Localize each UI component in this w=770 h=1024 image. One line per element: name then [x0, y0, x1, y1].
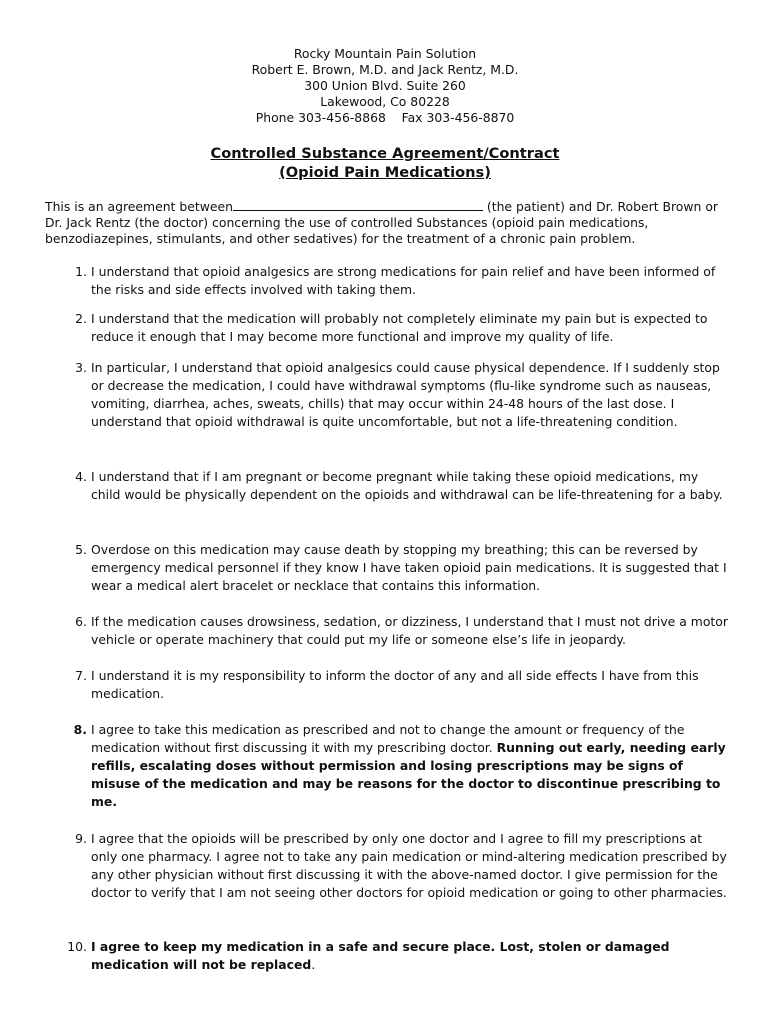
doctor-names: Robert E. Brown, M.D. and Jack Rentz, M.D.	[251, 62, 519, 77]
intro-text-end: (the patient) and Dr. Robert Brown or Dr. Jack Rentz (the doctor) concerning the use of controlled Substances (opioid pain medications, benzodiazepines, stimulants, and other sedatives) for the treatment of a chronic pain problem.	[45, 199, 718, 246]
item-bold-text: Running out early, needing early refills, escalating doses without permission and losing prescriptions may be signs of misuse of the medication and may be reasons for the doctor to discontinue prescribing to me.	[91, 740, 726, 809]
item-text: Overdose on this medication may cause death by stopping my breathing; this can be reversed by emergency medical personnel if they know I have taken opioid pain medications. It is suggested that I wear a medical alert bracelet or necklace that contains this information.	[91, 542, 727, 593]
item-number: 1.	[75, 264, 87, 279]
item-plain-text: I agree to take this medication as prescribed and not to change the amount or frequency of the medication without first discussing it with my prescribing doctor.	[91, 722, 685, 755]
letterhead	[0, 46, 770, 126]
item-number: 6.	[75, 614, 87, 629]
address-line-1: 300 Union Blvd. Suite 260	[304, 78, 466, 93]
address-line-2: Lakewood, Co 80228	[320, 94, 450, 109]
item-text: In particular, I understand that opioid analgesics could cause physical dependence. If I suddenly stop or decrease the medication, I could have withdrawal symptoms (flu-like syndrome such as nauseas, vomiting, diarrhea, aches, sweats, chills) that may occur within 24-48 hours of the last dose. I understand that opioid withdrawal is quite uncomfortable, but not a life-threatening condition.	[91, 360, 720, 429]
list-item-9	[45, 830, 730, 902]
item-text: If the medication causes drowsiness, sedation, or dizziness, I understand that I must not drive a motor vehicle or operate machinery that could put my life or someone else’s life in jeopardy.	[91, 614, 728, 647]
item-number: 7.	[75, 668, 87, 683]
item-number: 4.	[75, 469, 87, 484]
item-text: I agree that the opioids will be prescribed by only one doctor and I agree to fill my prescriptions at only one pharmacy. I agree not to take any pain medication or mind-altering medication prescribed by any other physician without first discussing it with the above-named doctor. I give permission for the doctor to verify that I am not seeing other doctors for opioid medication or going to other pharmacies.	[91, 831, 727, 900]
title-line-2: (Opioid Pain Medications)	[279, 164, 491, 181]
item-number: 5.	[75, 542, 87, 557]
title-line-1: Controlled Substance Agreement/Contract	[210, 145, 560, 162]
list-item-10	[45, 938, 730, 974]
list-item-2	[45, 310, 730, 346]
document-title	[0, 144, 770, 182]
list-item-6	[45, 613, 730, 649]
intro-paragraph	[45, 199, 735, 247]
item-bold-text: I agree to keep my medication in a safe and secure place. Lost, stolen or damaged medication will not be replaced	[91, 939, 670, 972]
list-item-7	[45, 667, 730, 703]
item-text: I understand that opioid analgesics are strong medications for pain relief and have been informed of the risks and side effects involved with taking them.	[91, 264, 716, 297]
item-number: 10.	[67, 939, 87, 954]
list-item-5	[45, 541, 730, 595]
list-item-4	[45, 468, 730, 504]
list-item-8	[45, 721, 730, 811]
item-number: 2.	[75, 311, 87, 326]
list-item-1	[45, 263, 730, 299]
item-tail-text: .	[311, 957, 316, 972]
contact-line: Phone 303-456-8868 Fax 303-456-8870	[255, 110, 515, 125]
item-number: 9.	[75, 831, 87, 846]
item-number: 8.	[73, 722, 87, 737]
list-item-3	[45, 359, 730, 431]
intro-text-start: This is an agreement between	[45, 199, 233, 214]
item-text	[91, 721, 730, 811]
item-text: I understand it is my responsibility to inform the doctor of any and all side effects I have from this medication.	[91, 668, 699, 701]
practice-name: Rocky Mountain Pain Solution	[293, 46, 477, 61]
item-text	[91, 938, 730, 974]
item-text: I understand that if I am pregnant or become pregnant while taking these opioid medications, my child would be physically dependent on the opioids and withdrawal can be life-threatening for a baby.	[91, 469, 723, 502]
item-number: 3.	[75, 360, 87, 375]
item-text: I understand that the medication will probably not completely eliminate my pain but is expected to reduce it enough that I may become more functional and improve my quality of life.	[91, 311, 708, 344]
patient-name-blank[interactable]	[233, 199, 483, 211]
